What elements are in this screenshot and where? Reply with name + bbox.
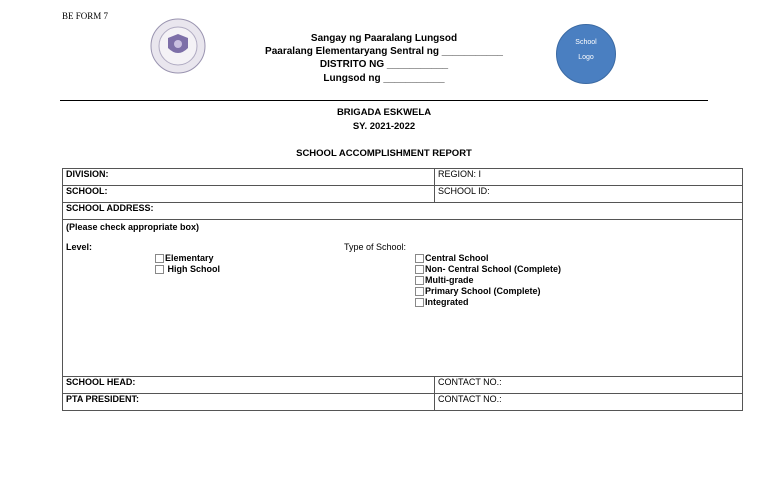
- school-id-field[interactable]: SCHOOL ID:: [435, 186, 743, 203]
- program-title: BRIGADA ESKWELA: [336, 107, 432, 118]
- type-option-label: Integrated: [425, 297, 469, 307]
- logo-text-1: School: [575, 39, 597, 46]
- level-option-high-school[interactable]: [155, 264, 220, 274]
- type-option-primary[interactable]: [415, 286, 541, 296]
- division-field[interactable]: DIVISION:: [63, 169, 435, 186]
- type-option-central[interactable]: [415, 253, 489, 263]
- type-option-non-central[interactable]: [415, 264, 561, 274]
- header-district: DISTRITO NG ___________: [319, 59, 449, 70]
- report-title: SCHOOL ACCOMPLISHMENT REPORT: [296, 148, 472, 159]
- school-head-contact-field[interactable]: CONTACT NO.:: [435, 377, 743, 394]
- header-divider: [60, 100, 708, 101]
- level-option-label: Elementary: [165, 253, 214, 263]
- school-head-field[interactable]: SCHOOL HEAD:: [63, 377, 435, 394]
- checkbox-icon[interactable]: [155, 254, 164, 263]
- logo-text-2: Logo: [578, 54, 594, 61]
- header-city: Lungsod ng ___________: [323, 73, 445, 84]
- type-option-label: Multi-grade: [425, 275, 474, 285]
- level-label: Level:: [66, 242, 93, 252]
- checkbox-icon[interactable]: [415, 276, 424, 285]
- pta-contact-field[interactable]: CONTACT NO.:: [435, 394, 743, 411]
- pta-president-field[interactable]: PTA PRESIDENT:: [63, 394, 435, 411]
- form-code: BE FORM 7: [62, 11, 109, 21]
- school-classification-box: [63, 220, 743, 377]
- type-option-label: Primary School (Complete): [425, 286, 541, 296]
- level-option-elementary[interactable]: [155, 253, 214, 263]
- region-field[interactable]: REGION: I: [435, 169, 743, 186]
- school-field[interactable]: SCHOOL:: [63, 186, 435, 203]
- checkbox-icon[interactable]: [415, 298, 424, 307]
- level-option-label: High School: [167, 264, 221, 274]
- checkbox-icon[interactable]: [415, 287, 424, 296]
- header-school-name: Paaralang Elementaryang Sentral ng ___________: [265, 46, 503, 57]
- checkbox-icon[interactable]: [415, 254, 424, 263]
- header-office: Sangay ng Paaralang Lungsod: [310, 33, 458, 44]
- type-option-label: Central School: [425, 253, 489, 263]
- instruction-text: (Please check appropriate box): [66, 222, 200, 232]
- type-option-multigrade[interactable]: [415, 275, 474, 285]
- type-option-label: Non- Central School (Complete): [425, 264, 562, 274]
- accomplishment-form: [62, 168, 743, 411]
- school-year: SY. 2021-2022: [352, 121, 416, 132]
- type-option-integrated[interactable]: [415, 297, 469, 307]
- school-address-field[interactable]: SCHOOL ADDRESS:: [63, 203, 743, 220]
- checkbox-icon[interactable]: [155, 265, 164, 274]
- school-logo: [556, 24, 616, 84]
- type-label: Type of School:: [344, 242, 407, 252]
- checkbox-icon[interactable]: [415, 265, 424, 274]
